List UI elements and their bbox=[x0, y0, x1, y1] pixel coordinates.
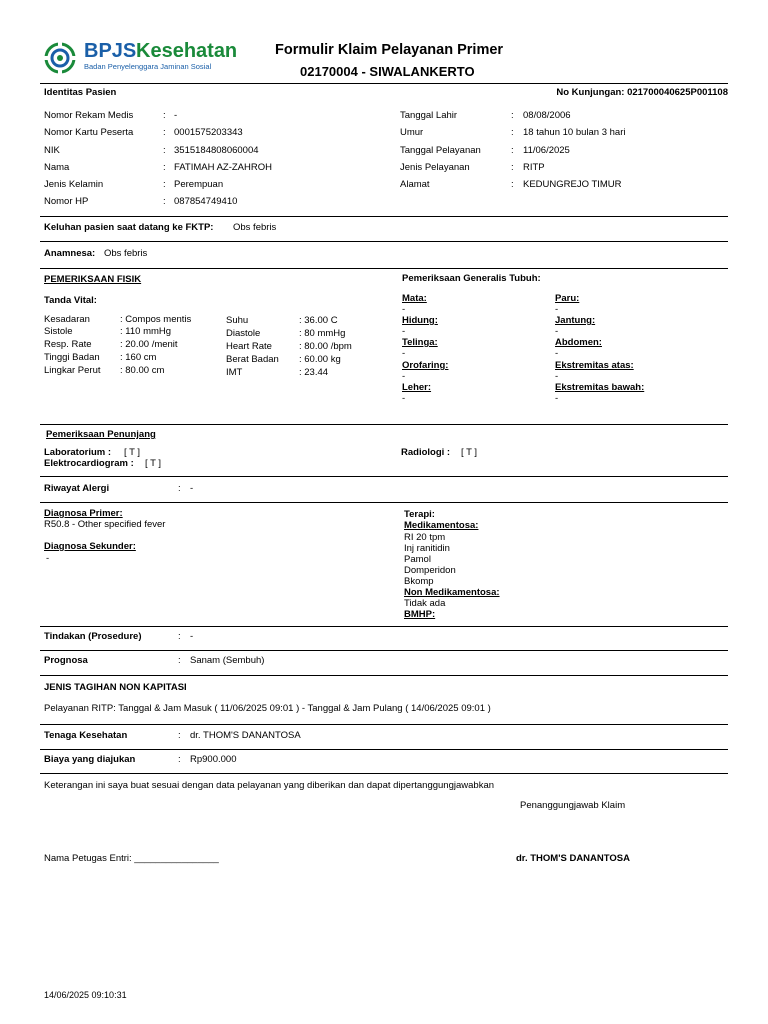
colon: : bbox=[163, 196, 166, 207]
penunjang-heading: Pemeriksaan Penunjang bbox=[46, 429, 156, 440]
logo-brand-a: BPJS bbox=[84, 40, 137, 62]
lab-label: Laboratorium : bbox=[44, 447, 112, 458]
biaya-label: Biaya yang diajukan bbox=[44, 754, 136, 765]
identitas-heading: Identitas Pasien bbox=[44, 87, 117, 98]
petugas-entri: Nama Petugas Entri: ________________ bbox=[44, 853, 219, 864]
diagnosa-primer-label: Diagnosa Primer: bbox=[44, 508, 123, 519]
ekg-value: [ T ] bbox=[145, 458, 162, 469]
page-title: Formulir Klaim Pelayanan Primer bbox=[275, 42, 504, 58]
generalis-value: - bbox=[555, 326, 559, 337]
colon: : bbox=[511, 162, 514, 173]
diagnosa-primer-value: R50.8 - Other specified fever bbox=[44, 519, 166, 530]
logo-tagline: Badan Penyelenggara Jaminan Sosial bbox=[84, 62, 212, 71]
id-label: Umur bbox=[400, 127, 424, 138]
fisik-heading: PEMERIKSAAN FISIK bbox=[44, 274, 142, 285]
diagnosa-sekunder-value: - bbox=[46, 553, 50, 564]
id-value: 3515184808060004 bbox=[174, 145, 259, 156]
colon: : bbox=[178, 655, 181, 666]
vital-value: : 110 mmHg bbox=[120, 326, 172, 337]
id-value: 18 tahun 10 bulan 3 hari bbox=[523, 127, 626, 138]
bpjs-emblem-icon bbox=[44, 42, 76, 74]
id-value: RITP bbox=[523, 162, 545, 173]
divider bbox=[40, 216, 728, 217]
id-value: 087854749410 bbox=[174, 196, 238, 207]
non-med-value: Tidak ada bbox=[404, 598, 446, 609]
colon: : bbox=[163, 145, 166, 156]
id-value: KEDUNGREJO TIMUR bbox=[523, 179, 622, 190]
keluhan-value: Obs febris bbox=[233, 222, 277, 233]
alergi-value: - bbox=[190, 483, 194, 494]
terapi-label: Terapi: bbox=[404, 509, 435, 520]
tindakan-label: Tindakan (Prosedure) bbox=[44, 631, 142, 642]
tagihan-detail: Pelayanan RITP: Tanggal & Jam Masuk ( 11/06/2025 09:01 ) - Tanggal & Jam Pulang ( 14/06/2025 09:01 ) bbox=[44, 703, 491, 714]
generalis-label: Hidung: bbox=[402, 315, 438, 326]
colon: : bbox=[178, 730, 181, 741]
id-label: NIK bbox=[44, 145, 60, 156]
alergi-label: Riwayat Alergi bbox=[44, 483, 110, 494]
vital-value: : 20.00 /menit bbox=[120, 339, 178, 350]
generalis-label: Leher: bbox=[402, 382, 432, 393]
vital-value: : 80.00 /bpm bbox=[299, 341, 352, 352]
tenaga-value: dr. THOM'S DANANTOSA bbox=[190, 730, 301, 741]
colon: : bbox=[178, 754, 181, 765]
generalis-label: Orofaring: bbox=[402, 360, 449, 371]
id-value: - bbox=[174, 110, 178, 121]
generalis-value: - bbox=[555, 348, 559, 359]
medikamentosa-item: Pamol bbox=[404, 554, 431, 565]
id-value: FATIMAH AZ-ZAHROH bbox=[174, 162, 272, 173]
colon: : bbox=[178, 631, 181, 642]
no-kunjungan: No Kunjungan: 021700040625P001108 bbox=[556, 87, 728, 98]
id-value: 11/06/2025 bbox=[523, 145, 570, 156]
id-label: Tanggal Lahir bbox=[400, 110, 458, 121]
vital-value: : 23.44 bbox=[299, 367, 329, 378]
bmhp-label: BMHP: bbox=[404, 609, 436, 620]
vital-label: Berat Badan bbox=[226, 354, 279, 365]
generalis-label: Ekstremitas bawah: bbox=[555, 382, 645, 393]
prognosa-value: Sanam (Sembuh) bbox=[190, 655, 265, 666]
medikamentosa-label: Medikamentosa: bbox=[404, 520, 479, 531]
colon: : bbox=[511, 127, 514, 138]
colon: : bbox=[511, 110, 514, 121]
colon: : bbox=[178, 483, 181, 494]
divider bbox=[40, 424, 728, 425]
radiologi-label: Radiologi : bbox=[401, 447, 451, 458]
generalis-label: Telinga: bbox=[402, 337, 438, 348]
tagihan-heading: JENIS TAGIHAN NON KAPITASI bbox=[44, 682, 187, 693]
generalis-value: - bbox=[402, 348, 406, 359]
medikamentosa-item: Domperidon bbox=[404, 565, 456, 576]
divider bbox=[40, 749, 728, 750]
id-value: 08/08/2006 bbox=[523, 110, 571, 121]
generalis-label: Paru: bbox=[555, 293, 580, 304]
anamnesa-label: Anamnesa: bbox=[44, 248, 96, 259]
colon: : bbox=[163, 179, 166, 190]
generalis-heading: Pemeriksaan Generalis Tubuh: bbox=[402, 273, 541, 284]
vital-label: Tinggi Badan bbox=[44, 352, 100, 363]
divider bbox=[40, 241, 728, 242]
id-value: Perempuan bbox=[174, 179, 224, 190]
page-subtitle: 02170004 - SIWALANKERTO bbox=[300, 64, 475, 79]
colon: : bbox=[163, 162, 166, 173]
generalis-label: Abdomen: bbox=[555, 337, 602, 348]
vital-value: : 80 mmHg bbox=[299, 328, 346, 339]
anamnesa-value: Obs febris bbox=[104, 248, 148, 259]
generalis-value: - bbox=[555, 371, 559, 382]
generalis-label: Jantung: bbox=[555, 315, 596, 326]
vital-value: : Compos mentis bbox=[120, 314, 192, 325]
penanggung-jawab-label: Penanggungjawab Klaim bbox=[520, 800, 626, 811]
medikamentosa-item: Bkomp bbox=[404, 576, 434, 587]
divider bbox=[40, 476, 728, 477]
id-label: Jenis Kelamin bbox=[44, 179, 104, 190]
divider bbox=[40, 626, 728, 627]
colon: : bbox=[511, 179, 514, 190]
generalis-value: - bbox=[555, 304, 559, 315]
tindakan-value: - bbox=[190, 631, 194, 642]
divider bbox=[40, 675, 728, 676]
id-label: Nama bbox=[44, 162, 70, 173]
vital-label: IMT bbox=[226, 367, 243, 378]
medikamentosa-item: RI 20 tpm bbox=[404, 532, 446, 543]
bpjs-logo bbox=[44, 40, 238, 80]
colon: : bbox=[163, 127, 166, 138]
vital-value: : 160 cm bbox=[120, 352, 157, 363]
divider bbox=[40, 650, 728, 651]
dokter-signature-name: dr. THOM'S DANANTOSA bbox=[516, 853, 630, 864]
lab-value: [ T ] bbox=[124, 447, 141, 458]
id-label: Jenis Pelayanan bbox=[400, 162, 470, 173]
divider bbox=[40, 502, 728, 503]
footer-timestamp: 14/06/2025 09:10:31 bbox=[44, 990, 127, 1000]
colon: : bbox=[511, 145, 514, 156]
generalis-value: - bbox=[402, 371, 406, 382]
vital-label: Sistole bbox=[44, 326, 73, 337]
vital-value: : 80.00 cm bbox=[120, 365, 165, 376]
vital-label: Resp. Rate bbox=[44, 339, 92, 350]
generalis-label: Ekstremitas atas: bbox=[555, 360, 634, 371]
generalis-label: Mata: bbox=[402, 293, 427, 304]
generalis-value: - bbox=[402, 326, 406, 337]
divider bbox=[40, 268, 728, 269]
divider bbox=[40, 83, 728, 84]
ekg-label: Elektrocardiogram : bbox=[44, 458, 134, 469]
id-label: Nomor Rekam Medis bbox=[44, 110, 134, 121]
keterangan-text: Keterangan ini saya buat sesuai dengan data pelayanan yang diberikan dan dapat dipertanggungjawabkan bbox=[44, 780, 495, 791]
non-med-label: Non Medikamentosa: bbox=[404, 587, 500, 598]
tenaga-label: Tenaga Kesehatan bbox=[44, 730, 128, 741]
id-label: Alamat bbox=[400, 179, 430, 190]
divider bbox=[40, 724, 728, 725]
vital-label: Heart Rate bbox=[226, 341, 272, 352]
generalis-value: - bbox=[555, 393, 559, 404]
generalis-value: - bbox=[402, 304, 406, 315]
biaya-value: Rp900.000 bbox=[190, 754, 237, 765]
vital-label: Lingkar Perut bbox=[44, 365, 101, 376]
id-label: Nomor HP bbox=[44, 196, 89, 207]
id-label: Tanggal Pelayanan bbox=[400, 145, 481, 156]
diagnosa-sekunder-label: Diagnosa Sekunder: bbox=[44, 541, 136, 552]
id-label: Nomor Kartu Peserta bbox=[44, 127, 134, 138]
vital-label: Kesadaran bbox=[44, 314, 90, 325]
colon: : bbox=[163, 110, 166, 121]
vital-label: Suhu bbox=[226, 315, 249, 326]
generalis-value: - bbox=[402, 393, 406, 404]
logo-brand-b: Kesehatan bbox=[136, 40, 238, 62]
medikamentosa-item: Inj ranitidin bbox=[404, 543, 450, 554]
prognosa-label: Prognosa bbox=[44, 655, 88, 666]
vital-label: Diastole bbox=[226, 328, 261, 339]
divider bbox=[40, 773, 728, 774]
vital-value: : 36.00 C bbox=[299, 315, 338, 326]
vital-value: : 60.00 kg bbox=[299, 354, 341, 365]
tanda-vital-label: Tanda Vital: bbox=[44, 295, 97, 306]
radiologi-value: [ T ] bbox=[461, 447, 478, 458]
id-value: 0001575203343 bbox=[174, 127, 243, 138]
keluhan-label: Keluhan pasien saat datang ke FKTP: bbox=[44, 222, 214, 233]
